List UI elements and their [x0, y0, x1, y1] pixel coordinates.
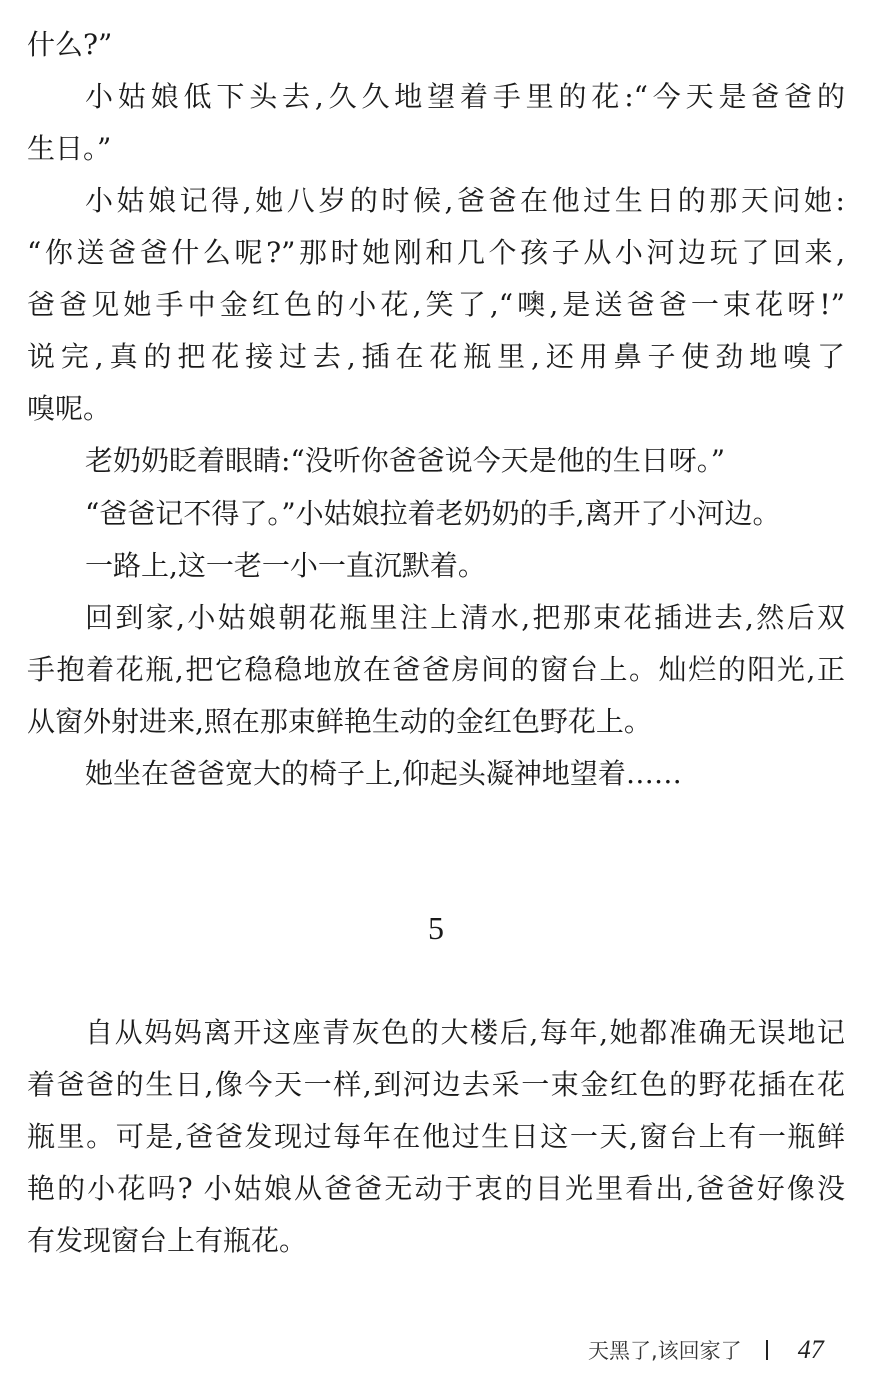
- text-line: 一路上,这一老一小一直沉默着。: [85, 549, 486, 582]
- text-line: “你送爸爸什么呢?”那时她刚和几个孩子从小河边玩了回来,: [27, 236, 845, 269]
- text-line: 说完,真的把花接过去,插在花瓶里,还用鼻子使劲地嗅了: [27, 340, 845, 373]
- text-line: “爸爸记不得了。”小姑娘拉着老奶奶的手,离开了小河边。: [85, 497, 781, 530]
- text-line: 什么?”: [27, 28, 113, 61]
- text-line: 瓶里。可是,爸爸发现过每年在他过生日这一天,窗台上有一瓶鲜: [27, 1120, 845, 1153]
- page-footer: [588, 1330, 824, 1370]
- text-line: 着爸爸的生日,像今天一样,到河边去采一束金红色的野花插在花: [27, 1068, 845, 1101]
- text-line: 老奶奶眨着眼睛:“没听你爸爸说今天是他的生日呀。”: [85, 444, 726, 477]
- text-line: 艳的小花吗? 小姑娘从爸爸无动于衷的目光里看出,爸爸好像没: [27, 1172, 845, 1205]
- book-title: 天黑了,该回家了: [588, 1339, 742, 1363]
- section-number: 5: [428, 910, 444, 946]
- footer-divider: [766, 1340, 768, 1360]
- text-line: 从窗外射进来,照在那束鲜艳生动的金红色野花上。: [27, 705, 652, 738]
- text-line: 生日。”: [27, 132, 112, 165]
- page-number: 47: [797, 1335, 824, 1364]
- text-line: 小姑娘记得,她八岁的时候,爸爸在他过生日的那天问她:: [85, 184, 845, 217]
- text-line: 小姑娘低下头去,久久地望着手里的花:“今天是爸爸的: [85, 80, 845, 113]
- text-line: 回到家,小姑娘朝花瓶里注上清水,把那束花插进去,然后双: [85, 601, 845, 634]
- text-line: 她坐在爸爸宽大的椅子上,仰起头凝神地望着……: [85, 757, 682, 790]
- text-line: 有发现窗台上有瓶花。: [27, 1224, 308, 1257]
- text-line: 自从妈妈离开这座青灰色的大楼后,每年,她都准确无误地记: [85, 1016, 845, 1049]
- text-line: 嗅呢。: [27, 392, 112, 425]
- text-line: 爸爸见她手中金红色的小花,笑了,“噢,是送爸爸一束花呀!”: [27, 288, 845, 321]
- text-line: 手抱着花瓶,把它稳稳地放在爸爸房间的窗台上。灿烂的阳光,正: [27, 653, 845, 686]
